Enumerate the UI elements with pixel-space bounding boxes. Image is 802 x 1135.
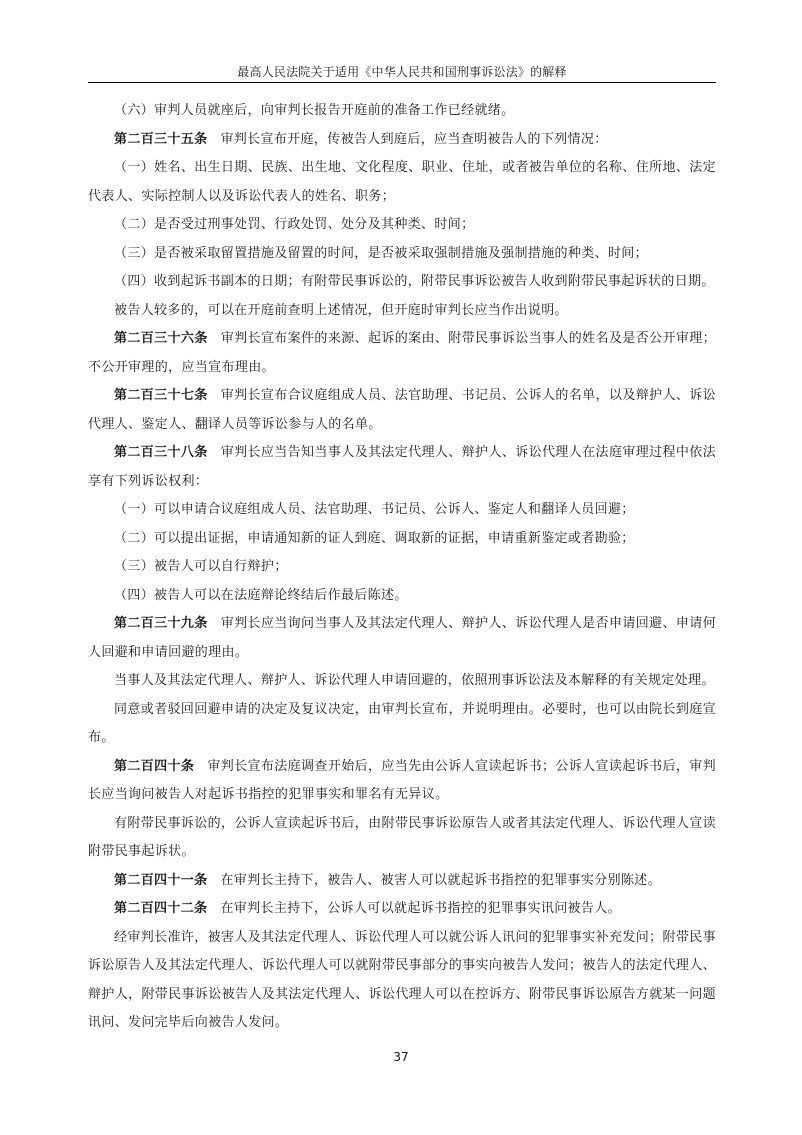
body-paragraph [88,553,716,582]
article-paragraph [88,895,716,924]
article-number: 第二百三十六条 [114,331,208,346]
document-title: 最高人民法院关于适用《中华人民共和国刑事诉讼法》的解释 [237,65,567,79]
paragraph-text: （一）可以申请合议庭组成人员、法官助理、书记员、公诉人、鉴定人和翻译人员回避； [114,502,635,517]
paragraph-text: 在审判长主持下，被告人、被害人可以就起诉书指控的犯罪事实分别陈述。 [220,872,662,888]
paragraph-text: （四）收到起诉书副本的日期；有附带民事诉讼的，附带民事诉讼被告人收到附带民事起诉状的日期。 [114,274,715,289]
paragraph-text: 审判长应当询问当事人及其法定代理人、辩护人、诉讼代理人是否申请回避、申请何人回避和申请回避的理由。 [88,616,717,660]
paragraph-text: 审判长宣布案件的来源、起诉的案由、附带民事诉讼当事人的姓名及是否公开审理；不公开审理的，应当宣布理由。 [88,331,717,375]
paragraph-text: 审判长宣布合议庭组成人员、法官助理、书记员、公诉人的名单，以及辩护人、诉讼代理人、鉴定人、翻译人员等诉讼参与人的名单。 [88,388,717,432]
paragraph-text: 审判长应当告知当事人及其法定代理人、辩护人、诉讼代理人在法庭审理过程中依法享有下列诉讼权利： [88,445,717,489]
paragraph-text: （四）被告人可以在法庭辩论终结后作最后陈述。 [114,587,408,603]
paragraph-text: 同意或者驳回回避申请的决定及复议决定，由审判长宣布，并说明理由。必要时，也可以由院长到庭宣布。 [88,701,716,745]
document-body [88,97,716,1038]
article-paragraph [88,867,716,896]
article-number: 第二百三十九条 [114,616,208,631]
body-paragraph [88,496,716,525]
body-paragraph [88,97,716,126]
article-paragraph [88,610,716,667]
body-paragraph [88,696,716,753]
paragraph-text: （六）审判人员就座后，向审判长报告开庭前的准备工作已经就绪。 [114,103,515,118]
page-header [88,62,716,83]
paragraph-text: （二）是否受过刑事处罚、行政处罚、处分及其种类、时间； [114,217,475,232]
article-number: 第二百三十七条 [114,388,208,403]
body-paragraph [88,667,716,696]
paragraph-text: （二）可以提出证据，申请通知新的证人到庭、调取新的证据，申请重新鉴定或者勘验； [114,530,635,546]
body-paragraph [88,240,716,269]
paragraph-text: 审判长宣布开庭，传被告人到庭后，应当查明被告人的下列情况： [220,131,608,147]
article-number: 第二百三十八条 [114,445,208,460]
paragraph-text: （三）是否被采取留置措施及留置的时间，是否被采取强制措施及强制措施的种类、时间； [114,245,649,261]
paragraph-text: 被告人较多的，可以在开庭前查明上述情况，但开庭时审判长应当作出说明。 [114,302,568,318]
body-paragraph [88,924,716,1038]
body-paragraph [88,297,716,326]
article-paragraph [88,126,716,155]
paragraph-text: （一）姓名、出生日期、民族、出生地、文化程度、职业、住址，或者被告单位的名称、住所地、法定代表人、实际控制人以及诉讼代表人的姓名、职务； [88,160,716,204]
body-paragraph [88,810,716,867]
body-paragraph [88,268,716,297]
page-footer [0,1049,802,1065]
article-paragraph [88,382,716,439]
paragraph-text: 有附带民事诉讼的，公诉人宣读起诉书后，由附带民事诉讼原告人或者其法定代理人、诉讼代理人宣读附带民事起诉状。 [88,815,716,859]
article-paragraph [88,325,716,382]
paragraph-text: （三）被告人可以自行辩护； [114,559,288,574]
paragraph-text: 在审判长主持下，公诉人可以就起诉书指控的犯罪事实讯问被告人。 [220,901,621,916]
article-number: 第二百四十条 [114,758,195,774]
body-paragraph [88,582,716,611]
paragraph-text: 当事人及其法定代理人、辩护人、诉讼代理人申请回避的，依照刑事诉讼法及本解释的有关规定处理。 [114,673,715,688]
article-paragraph [88,439,716,496]
body-paragraph [88,154,716,211]
article-number: 第二百四十二条 [114,901,208,916]
paragraph-text: 经审判长准许，被害人及其法定代理人、诉讼代理人可以就公诉人讯问的犯罪事实补充发问；附带民事诉讼原告人及其法定代理人、诉讼代理人可以就附带民事部分的事实向被告人发问；被告人的法定代理人、辩护人，附带民事诉讼被告人及其法定代理人、诉讼代理人可以在控诉方、附带民事诉讼原告方就某一问题讯问、发问完毕后向被告人发问。 [88,929,716,1030]
body-paragraph [88,211,716,240]
paragraph-text: 审判长宣布法庭调查开始后，应当先由公诉人宣读起诉书；公诉人宣读起诉书后，审判长应当询问被告人对起诉书指控的犯罪事实和罪名有无异议。 [88,758,716,802]
article-number: 第二百四十一条 [114,872,208,888]
body-paragraph [88,525,716,554]
article-paragraph [88,753,716,810]
article-number: 第二百三十五条 [114,131,208,147]
page-number: 37 [393,1050,409,1064]
